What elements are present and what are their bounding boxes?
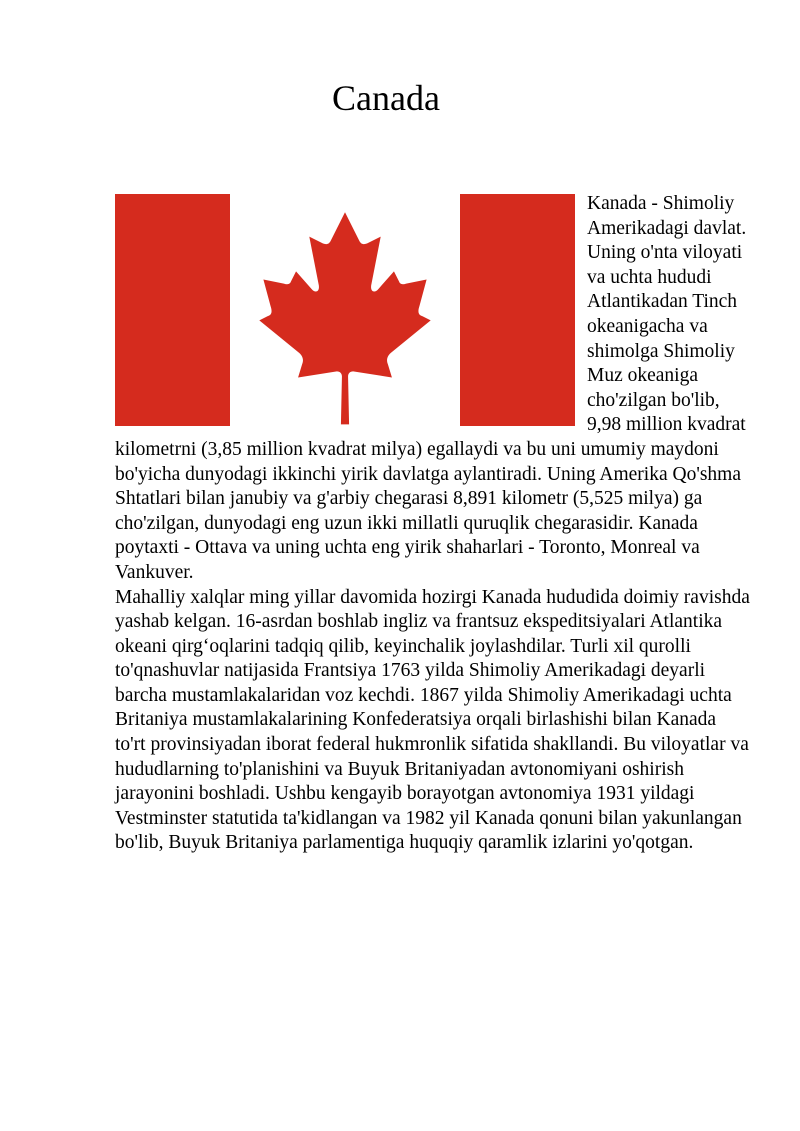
document-body — [115, 192, 750, 856]
flag-left-band — [115, 194, 230, 426]
paragraph-intro: Kanada - Shimoliy Amerikadagi davlat. Uning o'nta viloyati va uchta hududi Atlantikadan Tinch okeanigacha va shimolga Shimoliy Muz okeaniga cho'zilgan bo'lib, 9,98 million kvadrat kilometrni (3,85 million kvadrat milya) egallaydi va bu uni umumiy maydoni bo'yicha dunyodagi ikkinchi yirik davlatga aylantiradi. Uning Amerika Qo'shma Shtatlari bilan janubiy va g'arbiy chegarasi 8,891 kilometr (5,525 milya) ga cho'zilgan, dunyodagi eng uzun ikki millatli quruqlik chegarasidir. Kanada poytaxti - Ottava va uning uchta eng yirik shaharlari - Toronto, Monreal va Vankuver. — [115, 193, 747, 583]
flag-right-band — [460, 194, 575, 426]
paragraph-history: Mahalliy xalqlar ming yillar davomida hozirgi Kanada hududida doimiy ravishda yashab kelgan. 16-asrdan boshlab ingliz va frantsuz ekspeditsiyalari Atlantika okeani qirg‘oqlarini tadqiq qilib, keyinchalik joylashdilar. Turli xil qurolli to'qnashuvlar natijasida Frantsiya 1763 yilda Shimoliy Amerikadagi deyarli barcha mustamlakalaridan voz kechdi. 1867 yilda Shimoliy Amerikadagi uchta Britaniya mustamlakalarining Konfederatsiya orqali birlashishi bilan Kanada to'rt provinsiyadan iborat federal hukmronlik sifatida shakllandi. Bu viloyatlar va hududlarning to'planishini va Buyuk Britaniyadan avtonomiyani oshirish jarayonini boshladi. Ushbu kengayib borayotgan avtonomiya 1931 yildagi Vestminster statutida ta'kidlangan va 1982 yil Kanada qonuni bilan yakunlangan bo'lib, Buyuk Britaniya parlamentiga huquqiy qaramlik izlarini yo'qotgan. — [115, 586, 750, 854]
page-title: Canada — [332, 78, 440, 118]
canada-flag-icon — [115, 194, 575, 426]
